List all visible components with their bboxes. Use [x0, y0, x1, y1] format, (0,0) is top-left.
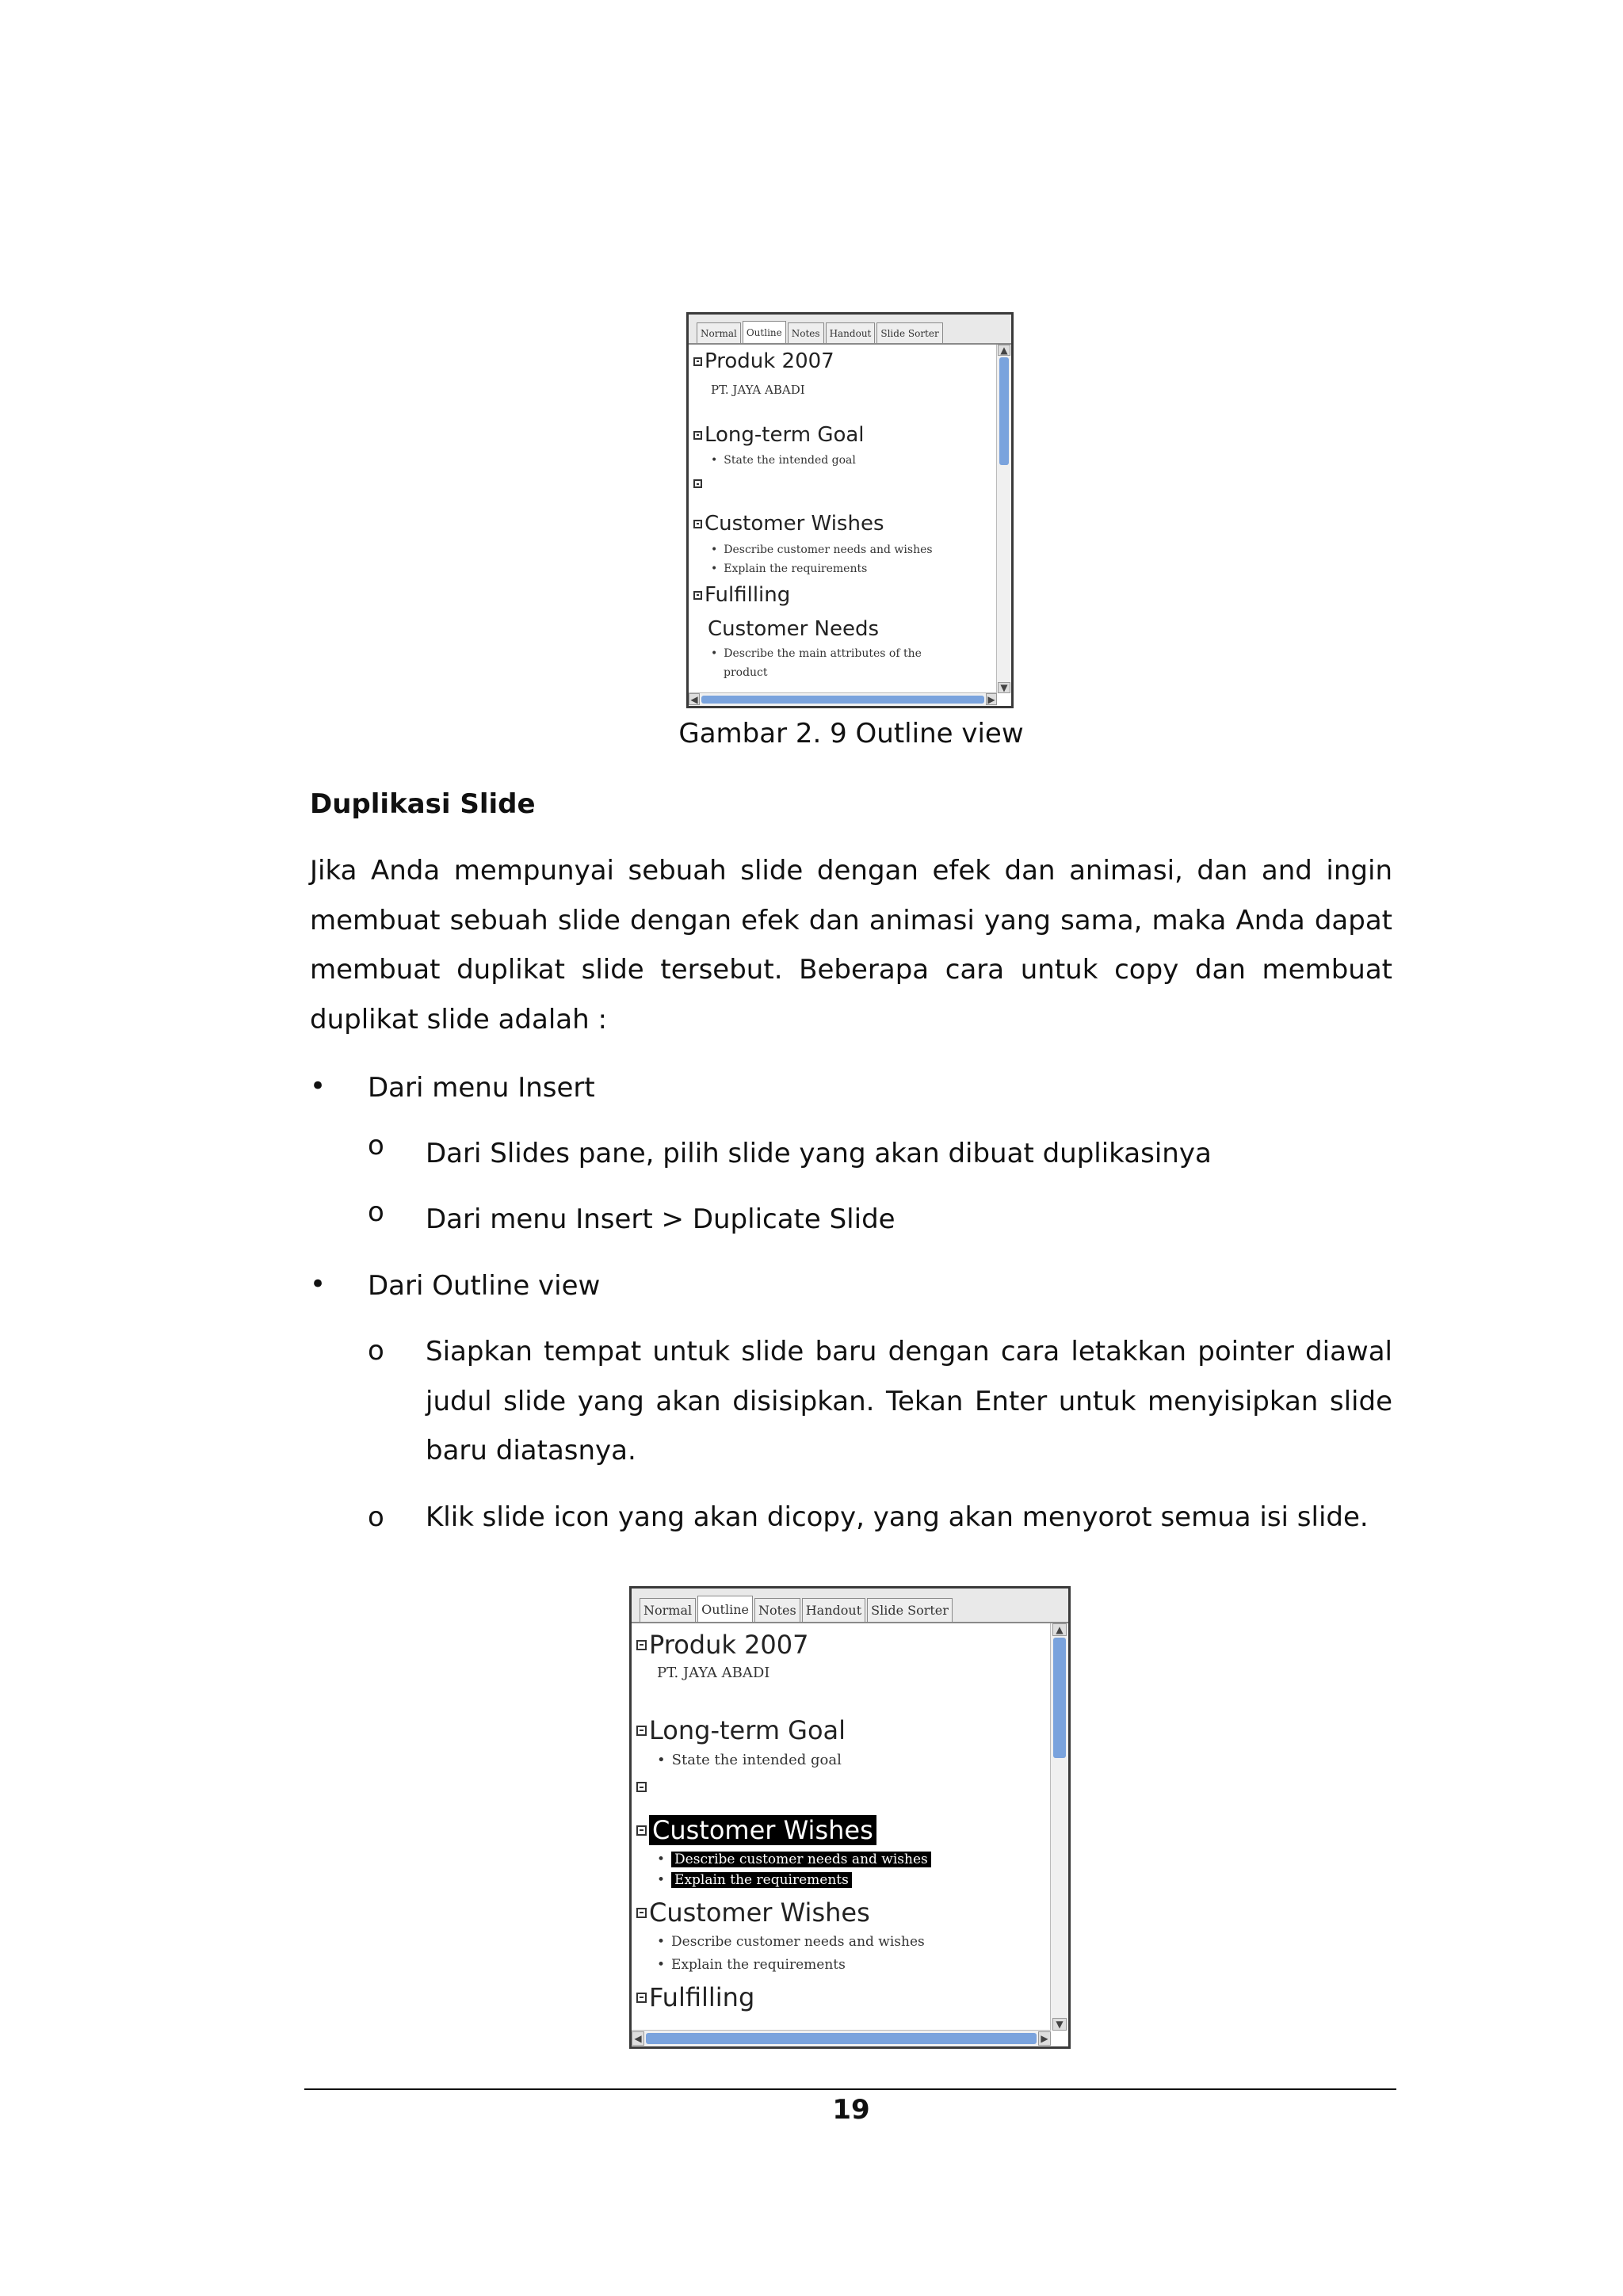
outline-pane [693, 315, 1011, 706]
scrollbar-thumb[interactable] [646, 2033, 1037, 2044]
slide-title: Produk 2007 [705, 349, 834, 373]
scroll-right-arrow[interactable]: ▶ [1038, 2031, 1051, 2046]
sublist-item: Dari menu Insert > Duplicate Slide [426, 1203, 896, 1235]
sublist-marker: o [368, 1335, 384, 1367]
slide-icon[interactable] [636, 1825, 647, 1836]
scroll-down-arrow[interactable]: ▼ [998, 682, 1010, 693]
list-bullet: • [310, 1268, 327, 1300]
outline-slide-2[interactable] [693, 423, 865, 447]
sublist-item: Dari Slides pane, pilih slide yang akan dibuat duplikasinya [426, 1138, 1212, 1169]
scroll-left-arrow[interactable]: ◀ [689, 693, 700, 705]
slide-icon[interactable] [693, 520, 702, 528]
sublist-marker: o [368, 1501, 384, 1533]
tab-outline[interactable]: Outline [697, 1596, 753, 1622]
list-bullet: • [310, 1070, 327, 1102]
scroll-right-arrow[interactable]: ▶ [986, 693, 997, 705]
slide-title: Fulfilling [705, 583, 791, 607]
outline-bullet: • Describe customer needs and wishes [657, 1934, 925, 1950]
slide-icon[interactable] [636, 1782, 647, 1792]
outline-slide-5[interactable] [693, 583, 790, 607]
tab-notes[interactable]: Notes [788, 322, 824, 343]
scroll-down-arrow[interactable]: ▼ [1052, 2018, 1067, 2031]
sublist-item: Klik slide icon yang akan dicopy, yang akan menyorot semua isi slide. [426, 1501, 1369, 1533]
outline-slide-4[interactable] [693, 512, 884, 536]
slide-icon[interactable] [693, 591, 702, 600]
scrollbar-thumb[interactable] [701, 696, 984, 704]
bullet-dot: • [711, 647, 718, 660]
scrollbar-thumb[interactable] [999, 357, 1009, 465]
tab-normal[interactable]: Normal [697, 322, 741, 343]
slide-icon[interactable] [693, 357, 702, 366]
section-heading: Duplikasi Slide [310, 788, 536, 820]
slide-title-line2: Customer Needs [708, 617, 880, 641]
figure-caption: Gambar 2. 9 Outline view [678, 718, 1024, 749]
horizontal-scrollbar[interactable] [632, 2030, 1051, 2046]
outline-bullet: • Explain the requirements [657, 1872, 852, 1888]
slide-subtitle: PT. JAYA ABADI [657, 1665, 770, 1681]
slide-icon[interactable] [636, 1640, 647, 1650]
outline-slide-2[interactable] [636, 1715, 846, 1745]
slide-icon[interactable] [693, 479, 702, 488]
outline-slide-3[interactable] [693, 479, 705, 488]
slide-icon[interactable] [636, 1993, 647, 2003]
outline-bullet: • Describe the main attributes of the [711, 647, 922, 660]
outline-bullet: • State the intended goal [657, 1752, 842, 1768]
scroll-up-arrow[interactable]: ▲ [1052, 1623, 1067, 1636]
list-item: Dari menu Insert [368, 1072, 595, 1104]
outline-view-screenshot-top [686, 312, 1014, 708]
scroll-left-arrow[interactable]: ◀ [632, 2031, 644, 2046]
bullet-dot: • [657, 1752, 666, 1768]
outline-bullet: • Describe customer needs and wishes [711, 543, 933, 556]
scrollbar-thumb[interactable] [1053, 1638, 1066, 1758]
vertical-scrollbar[interactable] [1050, 1623, 1068, 2031]
slide-icon[interactable] [693, 431, 702, 440]
slide-title: Customer Wishes [649, 1815, 876, 1845]
outline-bullet: • Explain the requirements [711, 563, 868, 575]
outline-slide-3[interactable] [636, 1782, 649, 1792]
sublist-marker: o [368, 1130, 384, 1161]
list-item: Dari Outline view [368, 1270, 601, 1302]
slide-title: Fulfilling [649, 1982, 755, 2012]
sublist-marker: o [368, 1196, 384, 1228]
bullet-dot: • [657, 1852, 666, 1867]
slide-title: Customer Wishes [705, 512, 884, 536]
footer-divider [304, 2088, 1396, 2090]
slide-title: Long-term Goal [705, 423, 865, 447]
bullet-dot: • [711, 454, 718, 467]
slide-title: Long-term Goal [649, 1715, 846, 1745]
outline-slide-6[interactable] [636, 1982, 754, 2012]
slide-title: Produk 2007 [649, 1630, 809, 1660]
outline-bullet: • Describe customer needs and wishes [657, 1852, 931, 1867]
outline-bullet: • Explain the requirements [657, 1957, 846, 1973]
sublist-item: Siapkan tempat untuk slide baru dengan cara letakkan pointer diawal judul slide yang akan disisipkan. Tekan Enter untuk menyisipkan slide baru diatasnya. [426, 1336, 1392, 1466]
bullet-dot: • [711, 563, 718, 575]
bullet-dot: • [711, 543, 718, 556]
vertical-scrollbar[interactable] [996, 345, 1011, 693]
scroll-up-arrow[interactable]: ▲ [998, 345, 1010, 356]
outline-bullet-continuation: product [724, 666, 768, 679]
slide-title: Customer Wishes [649, 1897, 870, 1928]
tab-normal[interactable]: Normal [640, 1598, 696, 1622]
outline-slide-1[interactable] [693, 349, 834, 373]
outline-bullet: • State the intended goal [711, 454, 856, 467]
bullet-dot: • [657, 1934, 666, 1950]
outline-slide-5[interactable] [636, 1897, 870, 1928]
tab-notes[interactable]: Notes [754, 1598, 800, 1622]
slide-icon[interactable] [636, 1908, 647, 1918]
horizontal-scrollbar[interactable] [689, 692, 997, 706]
outline-slide-4-selected[interactable] [636, 1815, 876, 1845]
bullet-dot: • [657, 1872, 666, 1888]
tab-handout[interactable]: Handout [802, 1598, 865, 1622]
outline-slide-1[interactable] [636, 1630, 809, 1660]
outline-pane [636, 1589, 1068, 2046]
bullet-dot: • [657, 1957, 666, 1973]
intro-paragraph: Jika Anda mempunyai sebuah slide dengan efek dan animasi, dan and ingin membuat sebuah slide dengan efek dan animasi yang sama, maka Anda dapat membuat duplikat slide tersebut. Beberapa cara untuk copy dan membuat duplikat slide adalah : [310, 855, 1392, 1035]
outline-view-screenshot-bottom [629, 1586, 1071, 2049]
tab-slide-sorter[interactable]: Slide Sorter [876, 322, 942, 343]
slide-subtitle: PT. JAYA ABADI [711, 383, 805, 397]
tab-handout[interactable]: Handout [826, 322, 876, 343]
slide-icon[interactable] [636, 1726, 647, 1736]
tab-outline[interactable]: Outline [743, 321, 786, 343]
tab-slide-sorter[interactable]: Slide Sorter [867, 1598, 953, 1622]
page-number: 19 [832, 2094, 870, 2126]
